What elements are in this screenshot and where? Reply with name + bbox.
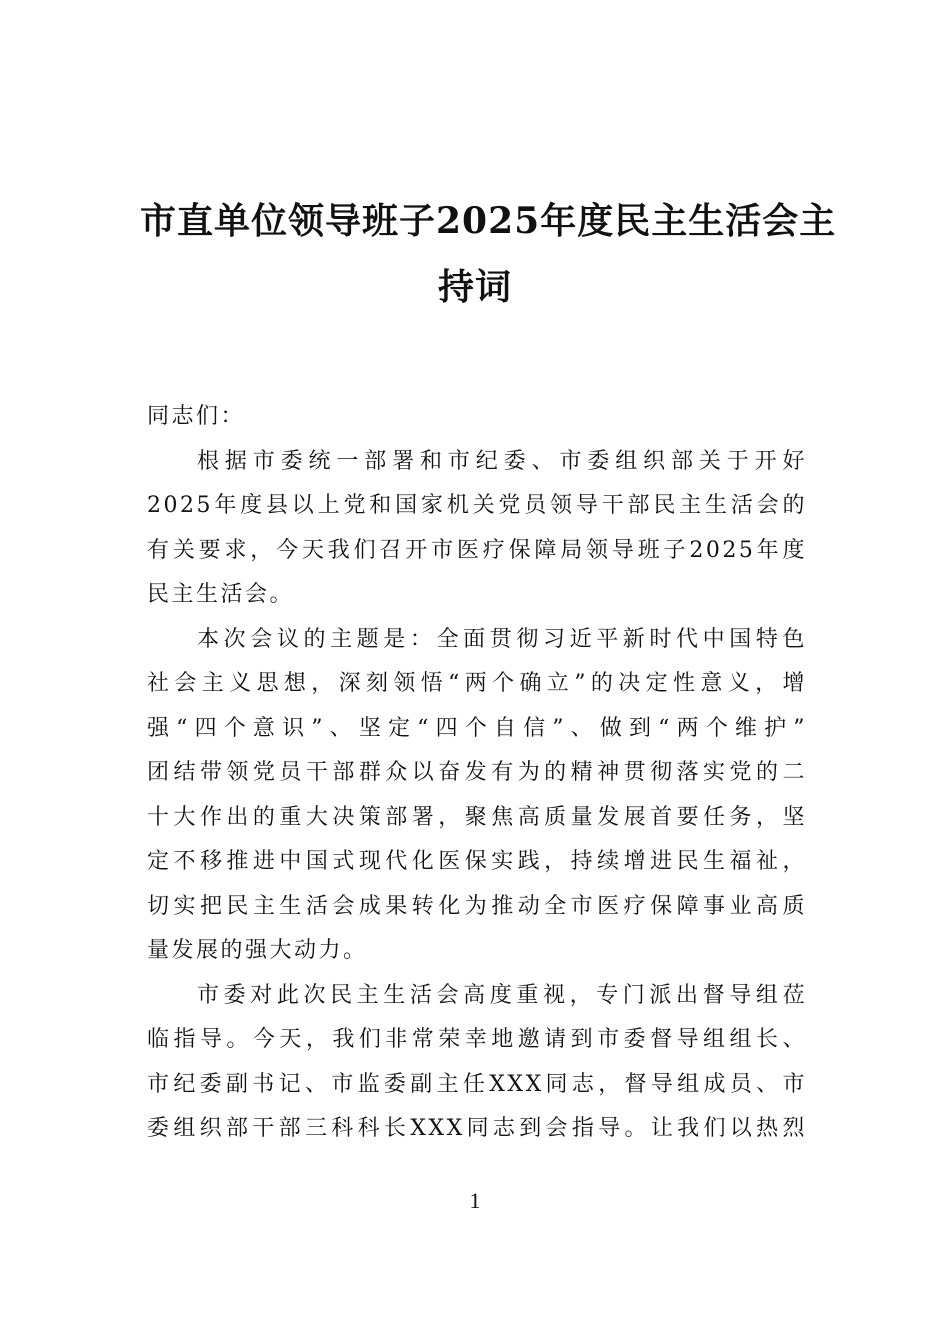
paragraph-line: 2025年度县以上党和国家机关党员领导干部民主生活会的 <box>147 493 807 518</box>
title-line-1: 市直单位领导班子2025年度民主生活会主 <box>140 200 837 242</box>
paragraph-line: 市纪委副书记、市监委副主任XXX同志，督导组成员、市 <box>147 1071 807 1097</box>
document-body <box>147 395 807 1152</box>
paragraph-line: 临指导。今天，我们非常荣幸地邀请到市委督导组组长、 <box>147 1027 807 1052</box>
paragraph-line: 十大作出的重大决策部署，聚焦高质量发展首要任务，坚 <box>147 804 807 830</box>
paragraph-line: 强“四个意识”、坚定“四个自信”、做到“两个维护” <box>147 715 807 741</box>
paragraph-3 <box>147 974 807 1152</box>
paragraph-line: 量发展的强大动力。 <box>147 938 368 963</box>
paragraph-line: 定不移推进中国式现代化医保实践，持续增进民生福祉， <box>147 849 807 874</box>
paragraph-line: 切实把民主生活会成果转化为推动全市医疗保障事业高质 <box>147 893 807 919</box>
paragraph-line: 市委对此次民主生活会高度重视，专门派出督导组莅 <box>197 982 807 1008</box>
paragraph-line: 根据市委统一部署和市纪委、市委组织部关于开好 <box>197 448 807 474</box>
paragraph-line: 社会主义思想，深刻领悟“两个确立”的决定性意义，增 <box>147 671 807 696</box>
greeting: 同志们： <box>147 404 246 429</box>
paragraph-2 <box>147 618 807 974</box>
paragraph-line: 民主生活会。 <box>147 582 295 607</box>
document-title <box>140 188 837 320</box>
paragraph-line: 委组织部干部三科科长XXX同志到会指导。让我们以热烈 <box>147 1116 807 1141</box>
paragraph-line: 本次会议的主题是：全面贯彻习近平新时代中国特色 <box>197 626 807 652</box>
page-number: 1 <box>469 1188 481 1213</box>
paragraph-line: 有关要求，今天我们召开市医疗保障局领导班子2025年度 <box>147 537 807 563</box>
paragraph-1 <box>147 440 807 618</box>
paragraph-line: 团结带领党员干部群众以奋发有为的精神贯彻落实党的二 <box>147 760 807 785</box>
title-line-2: 持词 <box>437 266 512 308</box>
